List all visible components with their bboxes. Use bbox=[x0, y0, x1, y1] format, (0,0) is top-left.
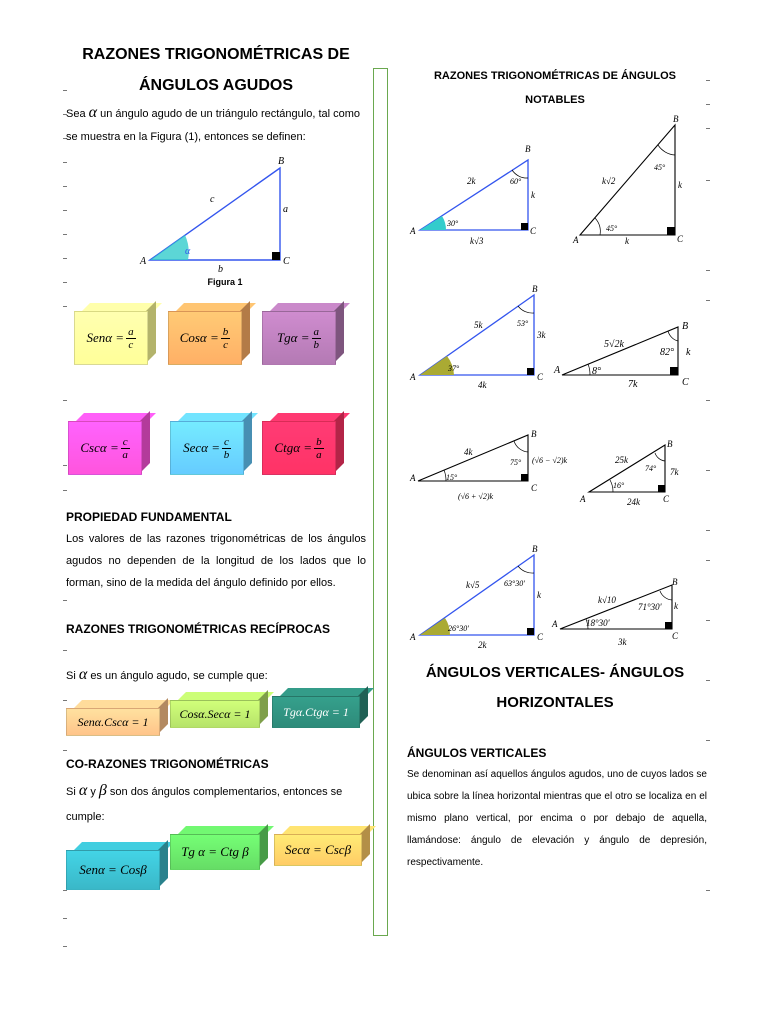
svg-text:(√6 − √2)k: (√6 − √2)k bbox=[532, 456, 568, 465]
svg-text:A: A bbox=[573, 235, 579, 245]
reciprocal-line: Si α es un ángulo agudo, se cumple que: bbox=[66, 666, 268, 683]
fraction-numerator: c bbox=[224, 435, 229, 448]
svg-text:C: C bbox=[672, 631, 679, 641]
svg-text:B: B bbox=[672, 577, 678, 587]
svg-text:30°: 30° bbox=[447, 219, 459, 228]
svg-text:5√2k: 5√2k bbox=[604, 339, 624, 350]
svg-text:k√5: k√5 bbox=[466, 580, 480, 590]
svg-text:71°30': 71°30' bbox=[638, 602, 662, 612]
svg-text:C: C bbox=[531, 483, 538, 493]
svg-text:74°: 74° bbox=[645, 464, 657, 473]
svg-text:45°: 45° bbox=[654, 163, 666, 172]
box-front-face bbox=[274, 834, 362, 866]
svg-text:C: C bbox=[663, 494, 670, 504]
verticales-heading: ÁNGULOS VERTICALES bbox=[407, 746, 547, 760]
fraction-denominator: b bbox=[313, 338, 320, 351]
triangle-30-60 bbox=[400, 140, 550, 250]
ratio-box bbox=[68, 413, 150, 473]
reciprocal-formula-text: Senα.Cscα = 1 bbox=[77, 714, 149, 729]
svg-text:C: C bbox=[537, 372, 544, 382]
svg-text:7k: 7k bbox=[628, 379, 638, 390]
verticales-text: Se denominan así aquellos ángulos agudos, uno de cuyos lados se ubica sobre la línea horizontal mientras que el otro se localiza en el mismo plano vertical, por encima o por debajo de aquella, llamándose: ángulo de elevación y ángulo de depresión, respectivamente. bbox=[407, 769, 707, 868]
svg-text:A: A bbox=[410, 372, 416, 382]
reciprocal-formula-box bbox=[170, 692, 268, 726]
svg-text:B: B bbox=[525, 144, 531, 154]
svg-text:60°: 60° bbox=[510, 177, 522, 186]
box-front-face bbox=[170, 834, 260, 870]
column-divider bbox=[373, 68, 388, 936]
box-front-face bbox=[170, 421, 244, 475]
verticales-title-line1: ÁNGULOS VERTICALES- ÁNGULOS bbox=[425, 664, 685, 681]
corazones-line: Si α y β son dos ángulos complementarios, entonces se bbox=[66, 782, 343, 799]
svg-text:A: A bbox=[580, 494, 586, 504]
svg-text:A: A bbox=[552, 619, 558, 629]
ratio-fraction bbox=[314, 436, 324, 461]
box-front-face bbox=[66, 850, 160, 890]
triangle-18-71 bbox=[548, 575, 713, 650]
svg-text:63°30': 63°30' bbox=[504, 579, 525, 588]
corazon-formula-text: Senα = Cosβ bbox=[79, 862, 147, 877]
fraction-numerator: b bbox=[316, 435, 322, 448]
svg-text:5k: 5k bbox=[474, 320, 483, 330]
notable-title-line1: RAZONES TRIGONOMÉTRICAS DE ÁNGULOS bbox=[433, 70, 676, 82]
box-front-face bbox=[272, 696, 360, 728]
svg-text:k: k bbox=[537, 590, 541, 600]
ratio-box bbox=[170, 413, 252, 473]
svg-text:k: k bbox=[625, 236, 629, 246]
ratio-name: Senα = bbox=[86, 330, 125, 345]
ratio-name: Ctgα = bbox=[274, 440, 313, 455]
box-front-face bbox=[66, 708, 160, 736]
triangle-26-63 bbox=[400, 540, 560, 650]
svg-text:25k: 25k bbox=[615, 455, 628, 465]
svg-text:C: C bbox=[537, 632, 544, 642]
svg-text:53°: 53° bbox=[517, 319, 529, 328]
svg-text:4k: 4k bbox=[464, 447, 473, 457]
svg-text:k: k bbox=[531, 190, 535, 200]
svg-text:C: C bbox=[682, 377, 689, 388]
svg-text:3k: 3k bbox=[537, 330, 546, 340]
fraction-numerator: c bbox=[122, 435, 128, 448]
svg-text:2k: 2k bbox=[478, 640, 487, 650]
figure-1-triangle bbox=[130, 150, 310, 280]
intro-text: Sea α un ángulo agudo de un triángulo rectángulo, tal como bbox=[66, 104, 361, 121]
svg-text:k: k bbox=[678, 180, 682, 190]
svg-text:A: A bbox=[410, 226, 416, 236]
ratio-box bbox=[168, 303, 250, 363]
figure-label-b: b bbox=[218, 264, 223, 275]
main-title-line2: ÁNGULOS AGUDOS bbox=[138, 77, 294, 94]
corazon-formula-text: Tg α = Ctg β bbox=[181, 844, 249, 859]
fraction-numerator: a bbox=[128, 325, 134, 338]
svg-text:C: C bbox=[530, 226, 537, 236]
ratio-name: Cscα = bbox=[80, 440, 119, 455]
svg-text:B: B bbox=[531, 429, 537, 439]
figure-label-B: B bbox=[278, 156, 285, 167]
ratio-name: Cosα = bbox=[179, 330, 219, 345]
figure-caption: Figura 1 bbox=[207, 277, 243, 287]
svg-text:B: B bbox=[673, 114, 679, 124]
svg-text:A: A bbox=[554, 365, 561, 376]
triangle-8-82 bbox=[550, 315, 710, 395]
svg-text:3k: 3k bbox=[618, 637, 627, 647]
box-front-face bbox=[262, 311, 336, 365]
triangle-45-45 bbox=[570, 110, 700, 250]
figure-label-alpha: α bbox=[185, 246, 191, 257]
box-front-face bbox=[168, 311, 242, 365]
svg-text:24k: 24k bbox=[627, 497, 640, 507]
ratio-box bbox=[74, 303, 156, 363]
svg-text:75°: 75° bbox=[510, 458, 522, 467]
box-front-face bbox=[262, 421, 336, 475]
fraction-denominator: c bbox=[223, 338, 228, 351]
fraction-denominator: c bbox=[128, 338, 134, 351]
reciprocal-formula-box bbox=[272, 688, 368, 726]
fraction-denominator: a bbox=[316, 448, 322, 461]
corazon-formula-box bbox=[170, 826, 268, 868]
svg-text:k√10: k√10 bbox=[598, 595, 616, 605]
triangle-37-53 bbox=[400, 280, 560, 395]
svg-text:A: A bbox=[410, 632, 416, 642]
svg-text:15°: 15° bbox=[446, 473, 458, 482]
ratio-box bbox=[262, 413, 344, 473]
corazones-heading: CO-RAZONES TRIGONOMÉTRICAS bbox=[66, 757, 269, 771]
reciprocal-formula-box bbox=[66, 700, 168, 734]
figure-label-a: a bbox=[283, 204, 288, 215]
intro-text-line2: se muestra en la Figura (1), entonces se definen: bbox=[66, 131, 306, 143]
svg-text:18°30': 18°30' bbox=[586, 618, 610, 628]
verticales-title-line2: HORIZONTALES bbox=[496, 694, 614, 711]
ratio-name: Secα = bbox=[183, 440, 220, 455]
svg-text:45°: 45° bbox=[606, 224, 618, 233]
ratio-box bbox=[262, 303, 344, 363]
fraction-denominator: a bbox=[122, 448, 128, 461]
svg-text:26°30': 26°30' bbox=[448, 624, 469, 633]
svg-text:B: B bbox=[682, 321, 689, 332]
svg-text:B: B bbox=[667, 439, 673, 449]
fraction-numerator: a bbox=[313, 325, 320, 338]
corazon-formula-box bbox=[66, 842, 168, 888]
svg-text:A: A bbox=[410, 473, 416, 483]
reciprocal-formula-text: Tgα.Ctgα = 1 bbox=[283, 704, 349, 719]
reciprocal-formula-text: Cosα.Secα = 1 bbox=[179, 706, 251, 721]
fundamental-heading: PROPIEDAD FUNDAMENTAL bbox=[66, 510, 232, 524]
figure-label-C: C bbox=[283, 256, 290, 267]
svg-text:7k: 7k bbox=[670, 467, 679, 477]
svg-text:8°: 8° bbox=[592, 366, 601, 377]
box-front-face bbox=[68, 421, 142, 475]
svg-text:C: C bbox=[677, 234, 684, 244]
corazon-formula-text: Secα = Cscβ bbox=[284, 842, 352, 857]
notable-title-line2: NOTABLES bbox=[525, 94, 585, 106]
ratio-fraction bbox=[312, 326, 322, 351]
svg-text:16°: 16° bbox=[613, 481, 625, 490]
corazon-formula-box bbox=[274, 826, 370, 864]
ratio-fraction bbox=[221, 326, 231, 351]
main-title-line1: RAZONES TRIGONOMÉTRICAS DE bbox=[82, 46, 350, 63]
fundamental-text: Los valores de las razones trigonométricas de los ángulos agudos no dependen de la longitud de los lados que lo forman, sino de la medida del ángulo definido por ellos. bbox=[66, 533, 366, 589]
fraction-numerator: b bbox=[222, 325, 229, 338]
svg-text:(√6 + √2)k: (√6 + √2)k bbox=[458, 492, 494, 501]
triangle-16-74 bbox=[575, 435, 695, 515]
ratio-fraction bbox=[121, 436, 130, 461]
box-front-face bbox=[74, 311, 148, 365]
ratio-fraction bbox=[222, 436, 231, 461]
svg-text:k: k bbox=[674, 601, 678, 611]
figure-label-A: A bbox=[140, 256, 147, 267]
svg-text:k√3: k√3 bbox=[470, 236, 484, 246]
corazones-line2: cumple: bbox=[66, 811, 105, 823]
svg-text:B: B bbox=[532, 284, 538, 294]
figure-label-c: c bbox=[210, 194, 215, 205]
svg-text:82°: 82° bbox=[660, 347, 674, 358]
box-front-face bbox=[170, 700, 260, 728]
fraction-denominator: b bbox=[223, 448, 230, 461]
svg-text:4k: 4k bbox=[478, 380, 487, 390]
svg-text:B: B bbox=[532, 544, 538, 554]
triangle-15-75 bbox=[400, 425, 570, 510]
ratio-name: Tgα = bbox=[276, 330, 310, 345]
svg-text:k√2: k√2 bbox=[602, 176, 616, 186]
svg-text:37°: 37° bbox=[448, 364, 460, 373]
reciprocal-heading: RAZONES TRIGONOMÉTRICAS RECÍPROCAS bbox=[66, 622, 331, 636]
svg-text:2k: 2k bbox=[467, 176, 476, 186]
svg-text:k: k bbox=[686, 347, 691, 358]
ratio-fraction bbox=[126, 326, 136, 351]
